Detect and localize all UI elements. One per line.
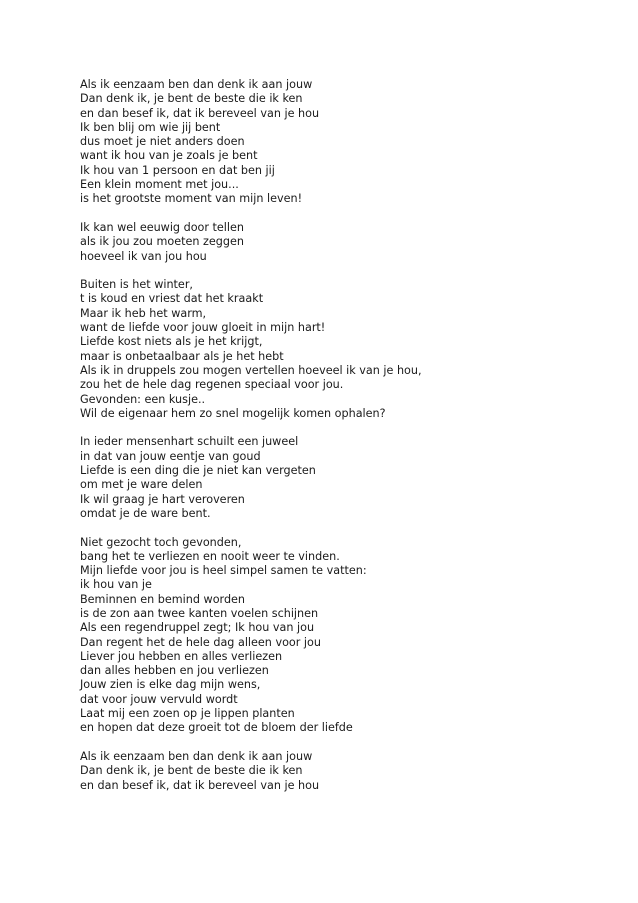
poem-line: zou het de hele dag regenen speciaal voor jou. xyxy=(80,378,344,392)
poem-line: dan alles hebben en jou verliezen xyxy=(80,664,269,678)
poem-line: t is koud en vriest dat het kraakt xyxy=(80,292,264,306)
poem-line: Ik kan wel eeuwig door tellen xyxy=(80,220,244,234)
stanza-1 xyxy=(80,78,600,207)
poem-line: dat voor jouw vervuld wordt xyxy=(80,692,238,706)
poem-line: in dat van jouw eentje van goud xyxy=(80,449,261,463)
poem-line: Liever jou hebben en alles verliezen xyxy=(80,649,283,663)
poem-line: Ik ben blij om wie jij bent xyxy=(80,120,221,134)
poem-line: In ieder mensenhart schuilt een juweel xyxy=(80,435,299,449)
poem-line: Als ik eenzaam ben dan denk ik aan jouw xyxy=(80,78,313,91)
poem-line: Als ik in druppels zou mogen vertellen hoeveel ik van je hou, xyxy=(80,363,422,377)
poem-line: Beminnen en bemind worden xyxy=(80,592,246,606)
poem-line: hoeveel ik van jou hou xyxy=(80,249,207,263)
poem-line: Dan denk ik, je bent de beste die ik ken xyxy=(80,764,303,778)
stanza-4 xyxy=(80,435,600,521)
poem-line: Mijn liefde voor jou is heel simpel samen te vatten: xyxy=(80,564,367,578)
poem-text xyxy=(80,78,600,807)
poem-line: als ik jou zou moeten zeggen xyxy=(80,235,244,249)
poem-line: Ik wil graag je hart veroveren xyxy=(80,492,245,506)
poem-line: Jouw zien is elke dag mijn wens, xyxy=(80,678,261,692)
poem-line: om met je ware delen xyxy=(80,478,203,492)
poem-line: is de zon aan twee kanten voelen schijnen xyxy=(80,606,319,620)
poem-line: Een klein moment met jou... xyxy=(80,178,239,192)
stanza-3 xyxy=(80,278,600,421)
poem-line: is het grootste moment van mijn leven! xyxy=(80,192,303,206)
stanza-6 xyxy=(80,750,600,793)
poem-line: Dan regent het de hele dag alleen voor jou xyxy=(80,635,321,649)
poem-line: Gevonden: een kusje.. xyxy=(80,392,206,406)
poem-line: Buiten is het winter, xyxy=(80,278,193,292)
poem-line: Niet gezocht toch gevonden, xyxy=(80,535,242,549)
poem-line: Maar ik heb het warm, xyxy=(80,306,207,320)
poem-line: Ik hou van 1 persoon en dat ben jij xyxy=(80,163,275,177)
poem-line: Liefde is een ding die je niet kan vergeten xyxy=(80,464,316,478)
poem-line: en dan besef ik, dat ik bereveel van je hou xyxy=(80,106,320,120)
poem-line: en dan besef ik, dat ik bereveel van je hou xyxy=(80,778,320,792)
poem-line: Als ik eenzaam ben dan denk ik aan jouw xyxy=(80,749,313,763)
poem-line: Dan denk ik, je bent de beste die ik ken xyxy=(80,92,303,106)
stanza-2 xyxy=(80,221,600,264)
poem-line: want de liefde voor jouw gloeit in mijn hart! xyxy=(80,321,326,335)
poem-line: omdat je de ware bent. xyxy=(80,506,211,520)
poem-line: ik hou van je xyxy=(80,578,152,592)
poem-line: Liefde kost niets als je het krijgt, xyxy=(80,335,263,349)
stanza-5 xyxy=(80,536,600,736)
poem-line: bang het te verliezen en nooit weer te vinden. xyxy=(80,549,340,563)
poem-line: en hopen dat deze groeit tot de bloem der liefde xyxy=(80,721,353,735)
poem-line: dus moet je niet anders doen xyxy=(80,135,245,149)
poem-line: maar is onbetaalbaar als je het hebt xyxy=(80,349,284,363)
poem-line: want ik hou van je zoals je bent xyxy=(80,149,258,163)
poem-line: Wil de eigenaar hem zo snel mogelijk komen ophalen? xyxy=(80,406,386,420)
poem-line: Als een regendruppel zegt; Ik hou van jou xyxy=(80,621,315,635)
poem-line: Laat mij een zoen op je lippen planten xyxy=(80,707,295,721)
